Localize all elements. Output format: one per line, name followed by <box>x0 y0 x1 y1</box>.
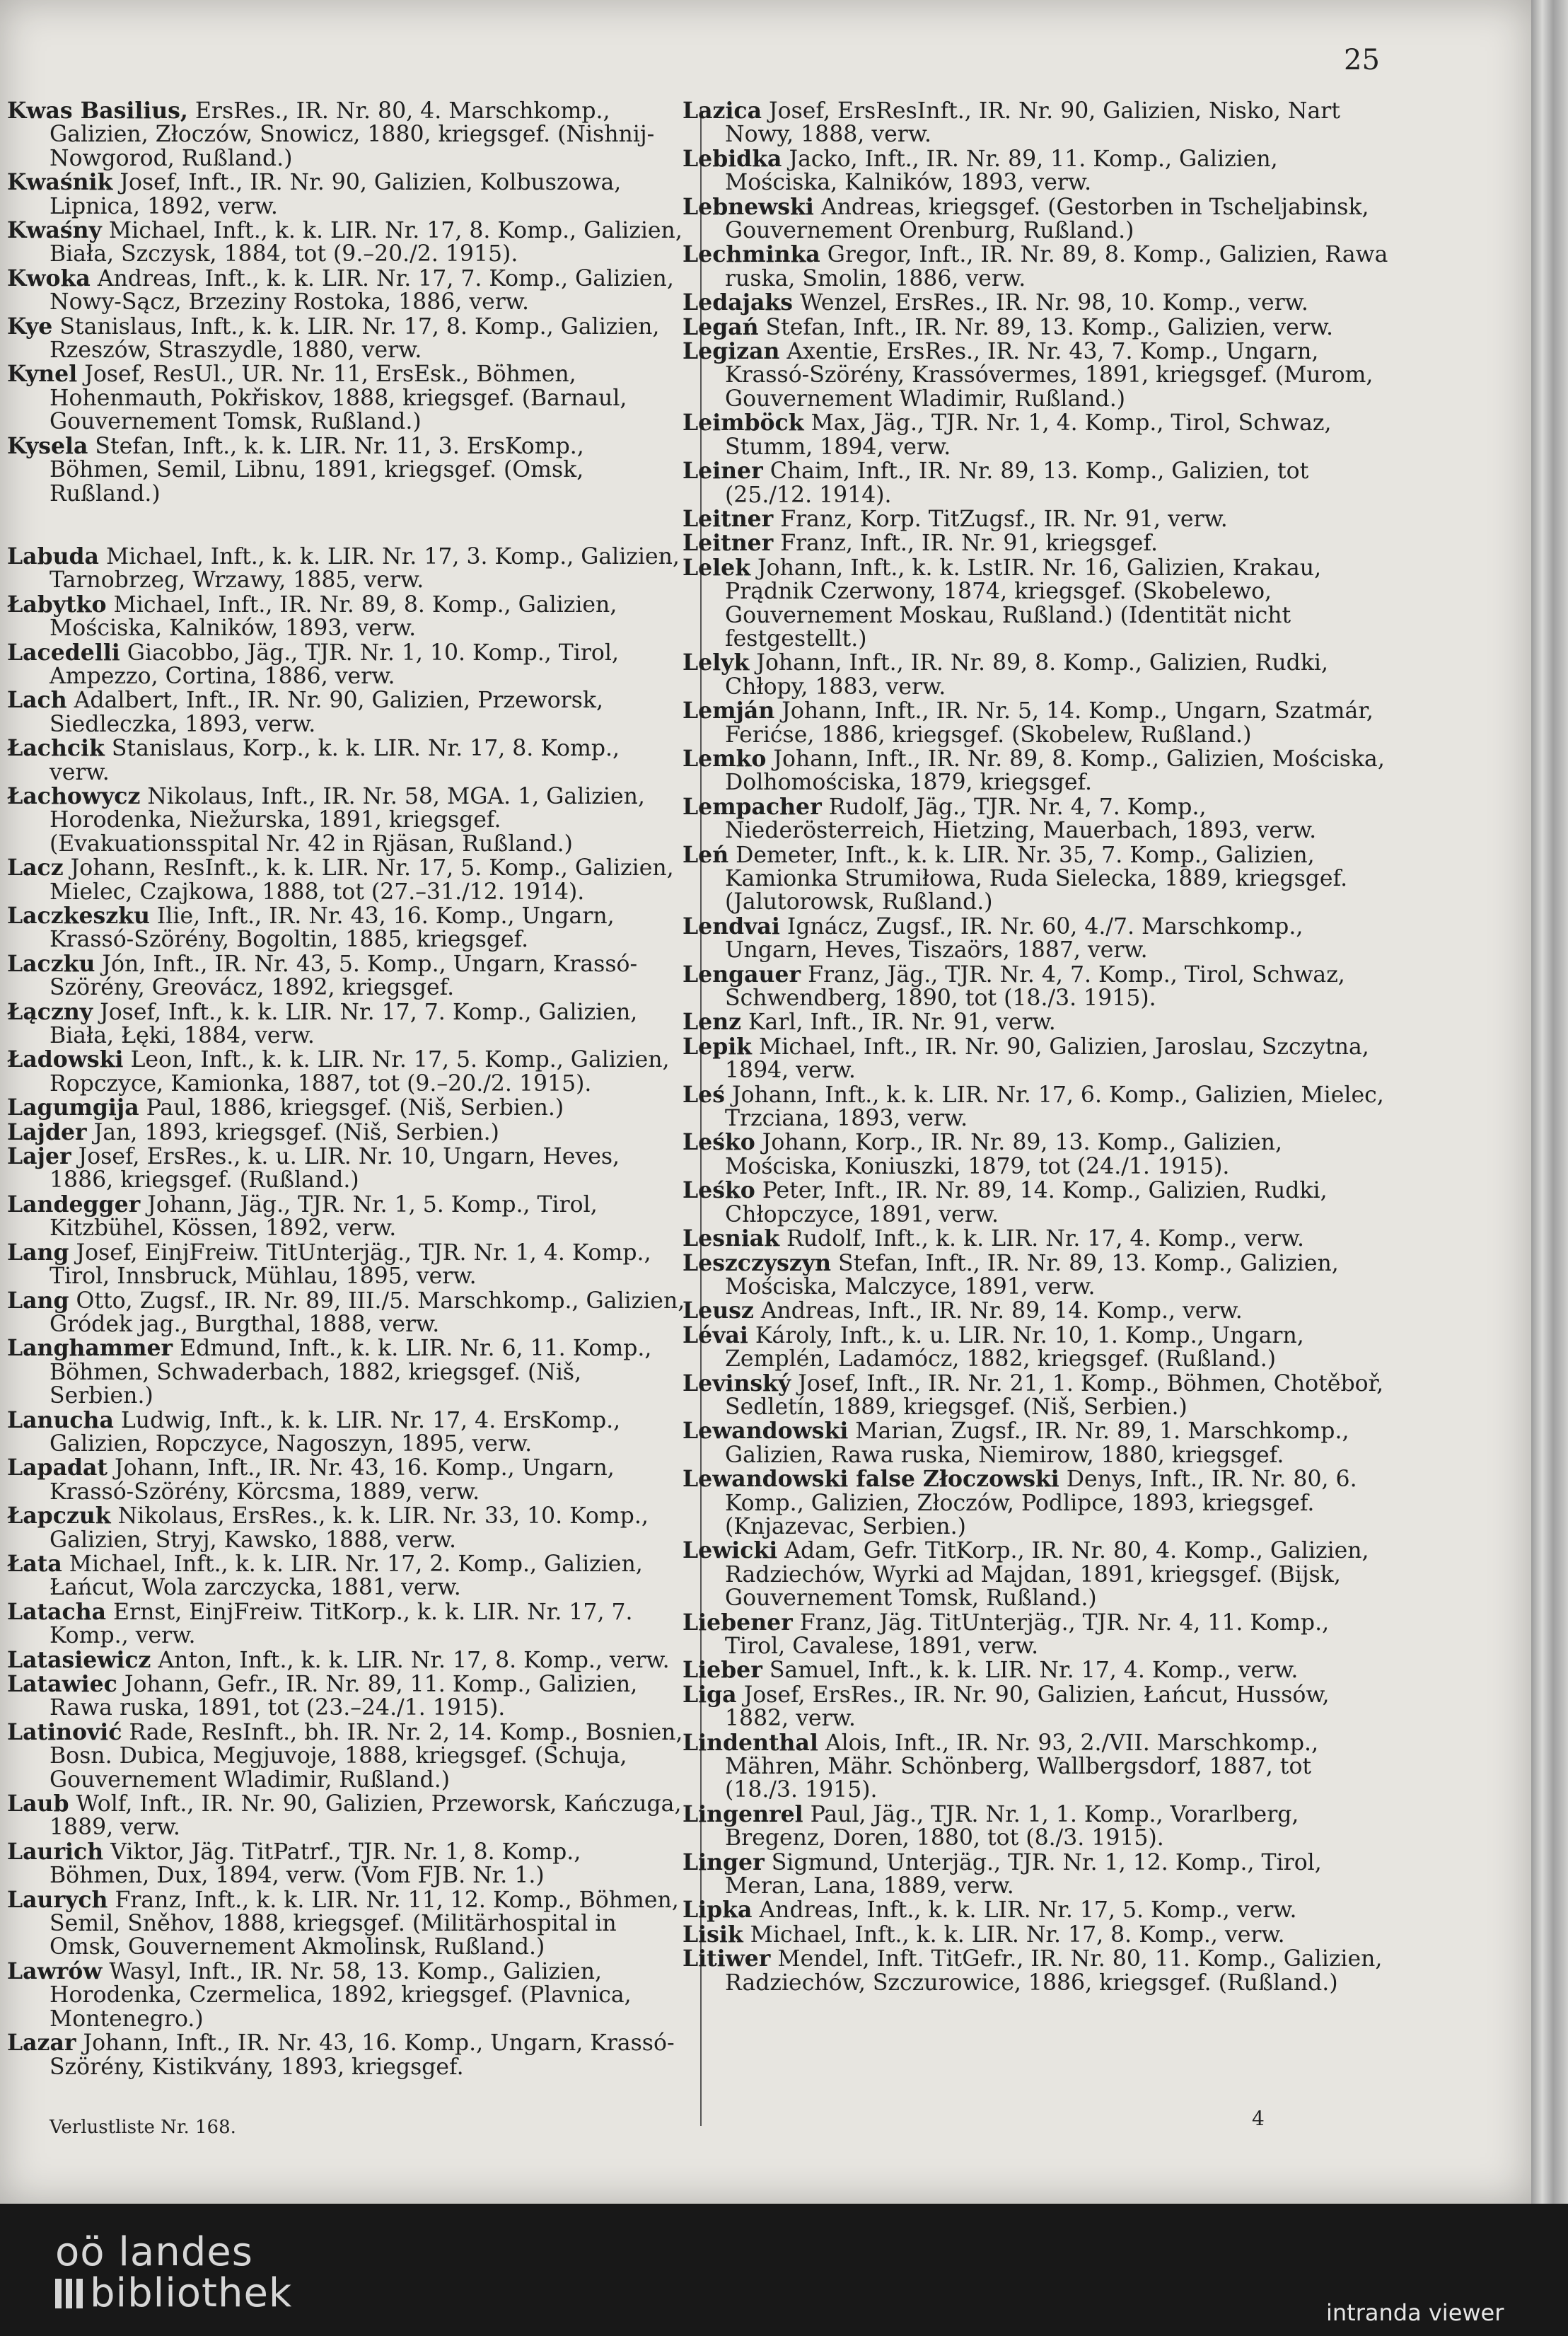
entry-details: Axentie, ErsRes., IR. Nr. 43, 7. Komp., Ungarn, Krassó-Szörény, Krassóvermes, 1891, kriegsgef. (Murom, Gouvernement Wladimir, Rußland.) <box>725 339 1374 412</box>
entry-details: Michael, Inft., k. k. LIR. Nr. 17, 8. Komp., verw. <box>743 1921 1285 1948</box>
list-entry <box>7 904 686 952</box>
entry-details: Josef, EinjFreiw. TitUnterjäg., TJR. Nr. 1, 4. Komp., Tirol, Innsbruck, Mühlau, 1895, verw. <box>50 1239 651 1290</box>
entry-details: Josef, ResUl., UR. Nr. 11, ErsEsk., Böhmen, Hohenmauth, Pokřiskov, 1888, kriegsgef. (Barnaul, Gouvernement Tomsk, Rußland.) <box>50 362 627 435</box>
entry-details: Sigmund, Unterjäg., TJR. Nr. 1, 12. Komp., Tirol, Meran, Lana, 1889, verw. <box>725 1849 1322 1900</box>
entry-surname: Leń <box>683 841 729 868</box>
list-entry <box>7 170 686 219</box>
list-entry <box>7 1456 686 1504</box>
signature-mark: 4 <box>1252 2107 1265 2130</box>
entry-surname: Łabytko <box>7 591 107 618</box>
entry-surname: Lepik <box>683 1033 753 1060</box>
entry-surname: Laurych <box>7 1886 108 1913</box>
entry-details: Josef, ErsRes., k. u. LIR. Nr. 10, Ungarn, Heves, 1886, kriegsgef. (Rußland.) <box>50 1144 620 1193</box>
entry-details: Wenzel, ErsRes., IR. Nr. 98, 10. Komp., verw. <box>793 290 1308 316</box>
list-entry <box>683 1131 1390 1179</box>
list-entry <box>683 195 1390 243</box>
list-entry <box>7 1048 686 1096</box>
logo-line-2: bibliothek <box>90 2270 293 2316</box>
entry-details: Paul, Jäg., TJR. Nr. 1, 1. Komp., Vorarlberg, Bregenz, Doren, 1880, tot (8./3. 1915). <box>725 1801 1299 1851</box>
list-entry <box>7 1118 686 1145</box>
entry-details: Johann, Korp., IR. Nr. 89, 13. Komp., Galizien, Mościska, Koniuszki, 1879, tot (24./1. 1915). <box>725 1130 1282 1179</box>
list-entry <box>7 641 686 689</box>
entry-surname: Lengauer <box>683 961 801 988</box>
entry-surname: Lelek <box>683 554 751 581</box>
entry-surname: Kwaśny <box>7 217 102 244</box>
entry-surname: Lingenrel <box>683 1800 803 1827</box>
list-entry <box>7 1241 686 1289</box>
list-entry <box>683 243 1390 291</box>
list-entry <box>7 545 686 593</box>
entry-details: Leon, Inft., k. k. LIR. Nr. 17, 5. Komp., Galizien, Ropczyce, Kamionka, 1887, tot (9.–20./2. 1915). <box>50 1047 670 1097</box>
list-entry <box>683 1083 1390 1131</box>
entry-details: Josef, ErsResInft., IR. Nr. 90, Galizien, Nisko, Nart Nowy, 1888, verw. <box>725 98 1340 148</box>
list-entry <box>7 2031 686 2079</box>
entry-details: Jan, 1893, kriegsgef. (Niš, Serbien.) <box>86 1119 499 1145</box>
entry-details: Johann, Inft., k. k. LstIR. Nr. 16, Galizien, Krakau, Prądnik Czerwony, 1874, kriegsgef. (Skobelewo, Gouvernement Moskau, Rußland.) (Identität nicht festgestellt.) <box>725 555 1322 652</box>
entry-details: Max, Jäg., TJR. Nr. 1, 4. Komp., Tirol, Schwaz, Stumm, 1894, verw. <box>725 410 1332 460</box>
list-entry <box>7 1718 686 1793</box>
entry-surname: Leś <box>683 1081 725 1108</box>
list-entry <box>7 1096 686 1120</box>
list-entry <box>683 1251 1390 1300</box>
entry-details: Rade, ResInft., bh. IR. Nr. 2, 14. Komp., Bosnien, Bosn. Dubica, Megjuvoje, 1888, kriegsgef. (Schuja, Gouvernement Wladimir, Rußland.) <box>50 1719 683 1793</box>
entry-surname: Lewandowski <box>683 1418 849 1445</box>
right-column <box>683 99 1390 1995</box>
list-entry <box>683 340 1390 411</box>
entry-details: Ilie, Inft., IR. Nr. 43, 16. Komp., Ungarn, Krassó-Szörény, Bogoltin, 1885, kriegsgef. <box>50 903 615 953</box>
list-entry <box>7 1888 686 1960</box>
list-entry <box>683 99 1390 147</box>
entry-details: Otto, Zugsf., IR. Nr. 89, III./5. Marschkomp., Galizien, Gródek jag., Burgthal, 1888, verw. <box>50 1288 685 1337</box>
entry-details: Franz, Jäg. TitUnterjäg., TJR. Nr. 4, 11. Komp., Tirol, Cavalese, 1891, verw. <box>725 1609 1330 1659</box>
entry-details: Anton, Inft., k. k. LIR. Nr. 17, 8. Komp., verw. <box>151 1647 670 1673</box>
list-entry <box>7 856 686 904</box>
list-entry <box>683 1851 1390 1899</box>
entry-details: Rudolf, Inft., k. k. LIR. Nr. 17, 4. Komp., verw. <box>779 1226 1305 1252</box>
entry-details: Chaim, Inft., IR. Nr. 89, 13. Komp., Galizien, tot (25./12. 1914). <box>725 458 1309 508</box>
list-entry <box>683 1947 1390 1995</box>
list-entry <box>7 1336 686 1408</box>
list-entry <box>7 1600 686 1648</box>
entry-details: Michael, Inft., IR. Nr. 89, 8. Komp., Galizien, Mościska, Kalników, 1893, verw. <box>50 591 617 642</box>
entry-surname: Lendvai <box>683 913 780 939</box>
list-entry <box>683 1372 1390 1420</box>
list-entry <box>683 1227 1390 1251</box>
entry-surname: Kynel <box>7 361 78 388</box>
entry-surname: Lazica <box>683 98 762 124</box>
entry-details: Stanislaus, Inft., k. k. LIR. Nr. 17, 8. Komp., Galizien, Rzeszów, Straszydle, 1880, verw. <box>50 313 660 364</box>
entry-surname: Łachcik <box>7 735 105 762</box>
entry-surname: Lindenthal <box>683 1729 818 1756</box>
entry-surname: Leśko <box>683 1177 755 1204</box>
entry-surname: Lapadat <box>7 1455 108 1481</box>
entry-surname: Latacha <box>7 1598 107 1625</box>
page-number: 25 <box>1344 44 1380 76</box>
entry-surname: Lagumgija <box>7 1094 139 1121</box>
entry-details: Franz, Inft., IR. Nr. 91, kriegsgef. <box>773 531 1158 557</box>
book-page-edge <box>1531 0 1568 2204</box>
entry-details: Michael, Inft., IR. Nr. 90, Galizien, Jaroslau, Szczytna, 1894, verw. <box>725 1034 1369 1084</box>
entry-details: Johann, Inft., k. k. LIR. Nr. 17, 6. Komp., Galizien, Mielec, Trzciana, 1893, verw. <box>724 1082 1384 1132</box>
list-entry <box>683 1179 1390 1227</box>
entry-surname: Linger <box>683 1849 765 1875</box>
list-entry <box>7 688 686 736</box>
entry-details: Ernst, EinjFreiw. TitKorp., k. k. LIR. Nr. 17, 7. Komp., verw. <box>50 1599 633 1649</box>
entry-details: Johann, Inft., IR. Nr. 43, 16. Komp., Ungarn, Krassó-Szörény, Körcsma, 1889, verw. <box>50 1455 615 1505</box>
entry-surname: Liebener <box>683 1609 793 1636</box>
entry-details: Andreas, kriegsgef. (Gestorben in Tscheljabinsk, Gouvernement Orenburg, Rußland.) <box>725 194 1369 244</box>
entry-details: Andreas, Inft., IR. Nr. 89, 14. Komp., verw. <box>753 1298 1243 1324</box>
list-entry <box>7 1193 686 1241</box>
list-entry <box>7 267 686 315</box>
entry-details: Johann, Inft., IR. Nr. 5, 14. Komp., Ungarn, Szatmár, Ferićse, 1886, kriegsgef. (Skobelew, Rußland.) <box>725 698 1374 748</box>
entry-details: Johann, Inft., IR. Nr. 89, 8. Komp., Galizien, Mościska, Dolhomościska, 1879, kriegsgef. <box>725 746 1385 796</box>
entry-surname: Kye <box>7 313 53 340</box>
entry-details: Giacobbo, Jäg., TJR. Nr. 1, 10. Komp., Tirol, Ampezzo, Cortina, 1886, verw. <box>50 640 619 689</box>
list-entry <box>7 1648 686 1672</box>
list-entry <box>683 1658 1390 1682</box>
entry-details: Josef, Inft., k. k. LIR. Nr. 17, 7. Komp., Galizien, Biała, Łęki, 1884, verw. <box>50 999 638 1049</box>
entry-details: Andreas, Inft., k. k. LIR. Nr. 17, 7. Komp., Galizien, Nowy-Sącz, Brzeziny Rostoka, 1886, verw. <box>50 265 674 316</box>
entry-details: Stefan, Inft., k. k. LIR. Nr. 11, 3. ErsKomp., Böhmen, Semil, Libnu, 1891, kriegsgef. (Omsk, Rußland.) <box>50 433 584 507</box>
entry-details: Adalbert, Inft., IR. Nr. 90, Galizien, Przeworsk, Siedleczka, 1893, verw. <box>50 688 604 737</box>
entry-surname: Kwaśnik <box>7 169 113 196</box>
list-entry <box>683 1731 1390 1803</box>
list-entry <box>683 531 1390 555</box>
entry-surname: Łata <box>7 1550 62 1577</box>
list-entry <box>683 1611 1390 1659</box>
list-entry <box>683 963 1390 1011</box>
list-entry <box>7 1145 686 1193</box>
entry-surname: Legizan <box>683 338 780 365</box>
entry-surname: Łączny <box>7 998 93 1025</box>
entry-surname: Landegger <box>7 1191 141 1218</box>
entry-surname: Litiwer <box>683 1945 771 1972</box>
list-entry <box>683 1923 1390 1947</box>
list-entry <box>683 556 1390 652</box>
entry-surname: Lenz <box>683 1009 741 1036</box>
entry-surname: Kwoka <box>7 265 91 291</box>
entry-details: Nikolaus, ErsRes., k. k. LIR. Nr. 33, 10. Komp., Galizien, Stryj, Kawsko, 1888, verw. <box>50 1503 649 1553</box>
entry-details: Demeter, Inft., k. k. LIR. Nr. 35, 7. Komp., Galizien, Kamionka Strumiłowa, Ruda Sielecka, 1889, kriegsgef. (Jalutorowsk, Rußland.) <box>725 842 1348 915</box>
entry-details: Nikolaus, Inft., IR. Nr. 58, MGA. 1, Galizien, Horodenka, Niežurska, 1891, kriegsgef. (Evakuationsspital Nr. 42 in Rjäsan, Rußland.) <box>50 783 645 857</box>
entry-details: Josef, Inft., IR. Nr. 90, Galizien, Kolbuszowa, Lipnica, 1892, verw. <box>50 170 622 219</box>
entry-details: Stefan, Inft., IR. Nr. 89, 13. Komp., Galizien, Mościska, Malczyce, 1891, verw. <box>725 1250 1339 1300</box>
list-entry <box>683 1419 1390 1467</box>
entry-details: Ignácz, Zugsf., IR. Nr. 60, 4./7. Marschkomp., Ungarn, Heves, Tiszaörs, 1887, verw. <box>725 913 1303 964</box>
entry-details: Jacko, Inft., IR. Nr. 89, 11. Komp., Galizien, Mościska, Kalników, 1893, verw. <box>725 146 1278 196</box>
entry-details: Michael, Inft., k. k. LIR. Nr. 17, 8. Komp., Galizien, Biała, Szczysk, 1884, tot (9.–20./2. 1915). <box>50 218 683 267</box>
entry-surname: Laczku <box>7 950 95 977</box>
logo-line-1: oö landes <box>55 2229 253 2275</box>
entry-surname: Levinský <box>683 1370 791 1397</box>
entry-surname: Latasiewicz <box>7 1646 151 1673</box>
entry-details: Jón, Inft., IR. Nr. 43, 5. Komp., Ungarn, Krassó-Szörény, Greovácz, 1892, kriegsgef. <box>50 951 638 1001</box>
entry-details: Gregor, Inft., IR. Nr. 89, 8. Komp., Galizien, Rawa ruska, Smolin, 1886, verw. <box>725 242 1388 291</box>
list-entry <box>7 434 686 506</box>
entry-surname: Lazar <box>7 2030 76 2057</box>
list-entry <box>7 593 686 641</box>
entry-surname: Lelyk <box>683 649 750 676</box>
left-column <box>7 99 686 2079</box>
entry-surname: Lawrów <box>7 1958 103 1984</box>
entry-surname: Łachowycz <box>7 782 141 809</box>
entry-details: Mendel, Inft. TitGefr., IR. Nr. 80, 11. Komp., Galizien, Radziechów, Szczurowice, 1886, kriegsgef. (Rußland.) <box>725 1946 1383 1996</box>
entry-details: Josef, ErsRes., IR. Nr. 90, Galizien, Łańcut, Hussów, 1882, verw. <box>725 1682 1330 1732</box>
list-entry <box>683 1467 1390 1539</box>
list-entry <box>683 1898 1390 1922</box>
entry-surname: Latinović <box>7 1718 122 1745</box>
entry-surname: Leszczyszyn <box>683 1249 832 1276</box>
entry-details: Stefan, Inft., IR. Nr. 89, 13. Komp., Galizien, verw. <box>758 314 1334 340</box>
list-entry <box>683 747 1390 795</box>
list-entry <box>7 362 686 434</box>
entry-surname: Lechminka <box>683 241 820 268</box>
list-entry <box>683 843 1390 915</box>
list-entry <box>7 1504 686 1552</box>
entry-surname: Lipka <box>683 1897 753 1924</box>
entry-details: Viktor, Jäg. TitPatrf., TJR. Nr. 1, 8. Komp., Böhmen, Dux, 1894, verw. (Vom FJB. Nr. 1.) <box>50 1839 581 1889</box>
list-entry <box>7 1960 686 2031</box>
entry-surname: Laub <box>7 1791 69 1817</box>
entry-surname: Leusz <box>683 1297 754 1324</box>
list-entry <box>683 313 1390 340</box>
list-entry <box>683 1324 1390 1372</box>
entry-surname: Legań <box>683 313 759 340</box>
entry-details: Samuel, Inft., k. k. LIR. Nr. 17, 4. Komp., verw. <box>762 1658 1299 1684</box>
entry-details: Wasyl, Inft., IR. Nr. 58, 13. Komp., Galizien, Horodenka, Czermelica, 1892, kriegsgef. (Plavnica, Montenegro.) <box>50 1958 632 2032</box>
list-entry <box>7 219 686 267</box>
entry-surname: Lacz <box>7 855 64 881</box>
entry-details: Marian, Zugsf., IR. Nr. 89, 1. Marschkomp., Galizien, Rawa ruska, Niemirow, 1880, kriegsgef. <box>725 1418 1349 1468</box>
entry-surname: Lang <box>7 1239 69 1266</box>
entry-details: Franz, Jäg., TJR. Nr. 4, 7. Komp., Tirol, Schwaz, Schwendberg, 1890, tot (18./3. 1915). <box>725 961 1345 1012</box>
entry-surname: Lévai <box>683 1322 748 1348</box>
entry-surname: Ładowski <box>7 1046 124 1073</box>
list-entry <box>683 291 1390 315</box>
entry-details: Michael, Inft., k. k. LIR. Nr. 17, 2. Komp., Galizien, Łańcut, Wola zarczycka, 1881, verw. <box>50 1551 643 1601</box>
entry-surname: Ledajaks <box>683 289 793 316</box>
entry-surname: Leitner <box>683 505 774 532</box>
entry-surname: Lesniak <box>683 1225 780 1252</box>
list-number-footer: Verlustliste Nr. 168. <box>50 2117 236 2138</box>
entry-details: Michael, Inft., k. k. LIR. Nr. 17, 3. Komp., Galizien, Tarnobrzeg, Wrzawy, 1885, verw. <box>50 543 680 594</box>
list-entry <box>683 147 1390 195</box>
entry-details: Paul, 1886, kriegsgef. (Niš, Serbien.) <box>139 1095 564 1121</box>
entry-details: Ludwig, Inft., k. k. LIR. Nr. 17, 4. ErsKomp., Galizien, Ropczyce, Nagoszyn, 1895, verw. <box>50 1407 621 1457</box>
entry-details: ErsRes., IR. Nr. 80, 4. Marschkomp., Galizien, Złoczów, Snowicz, 1880, kriegsgef. (Nishnij-Nowgorod, Rußland.) <box>50 98 655 171</box>
entry-surname: Lajder <box>7 1118 87 1145</box>
entry-details: Franz, Korp. TitZugsf., IR. Nr. 91, verw. <box>773 506 1228 532</box>
entry-surname: Lach <box>7 687 67 714</box>
entry-surname: Kwas Basilius, <box>7 98 188 124</box>
entry-surname: Lewandowski false Złoczowski <box>683 1466 1059 1493</box>
entry-details: Johann, Inft., IR. Nr. 43, 16. Komp., Ungarn, Krassó-Szörény, Kistikvány, 1893, kriegsgef. <box>50 2030 675 2080</box>
entry-surname: Lisik <box>683 1921 743 1948</box>
list-entry <box>7 1792 686 1840</box>
list-entry <box>683 699 1390 747</box>
entry-surname: Lemko <box>683 745 767 772</box>
entry-details: Johann, Jäg., TJR. Nr. 1, 5. Komp., Tirol, Kitzbühel, Kössen, 1892, verw. <box>50 1191 598 1242</box>
entry-surname: Lang <box>7 1287 69 1314</box>
entry-details: Károly, Inft., k. u. LIR. Nr. 10, 1. Komp., Ungarn, Zemplén, Ladamócz, 1882, kriegsgef. (Rußland.) <box>725 1322 1304 1372</box>
entry-details: Alois, Inft., IR. Nr. 93, 2./VII. Marschkomp., Mähren, Mähr. Schönberg, Wallbergsdorf, 1887, tot (18./3. 1915). <box>725 1730 1319 1803</box>
entry-surname: Lewicki <box>683 1537 778 1564</box>
viewer-label[interactable]: intranda viewer <box>1326 2299 1504 2326</box>
list-entry <box>7 1840 686 1888</box>
logo-bars-icon <box>55 2279 83 2308</box>
list-entry <box>683 795 1390 843</box>
list-entry <box>7 1552 686 1600</box>
entry-surname: Lemján <box>683 698 775 724</box>
list-entry <box>7 1672 686 1721</box>
entry-details: Peter, Inft., IR. Nr. 89, 14. Komp., Galizien, Rudki, Chłopczyce, 1891, verw. <box>725 1178 1328 1227</box>
entry-surname: Liga <box>683 1681 737 1708</box>
list-entry <box>7 1289 686 1337</box>
entry-surname: Lebnewski <box>683 193 814 220</box>
entry-surname: Lacedelli <box>7 639 120 666</box>
entry-details: Rudolf, Jäg., TJR. Nr. 4, 7. Komp., Niederösterreich, Hietzing, Mauerbach, 1893, verw. <box>725 794 1317 844</box>
list-entry <box>683 651 1390 699</box>
entry-surname: Łapczuk <box>7 1503 111 1530</box>
entry-details: Franz, Inft., k. k. LIR. Nr. 11, 12. Komp., Böhmen, Semil, Sněhov, 1888, kriegsgef. (Militärhospital in Omsk, Gouvernement Akmolinsk, Rußland.) <box>50 1887 679 1960</box>
list-entry <box>7 315 686 363</box>
entry-surname: Leiner <box>683 458 763 485</box>
list-entry <box>7 1406 686 1457</box>
list-entry <box>683 459 1390 507</box>
entry-surname: Laurich <box>7 1838 104 1865</box>
entry-details: Edmund, Inft., k. k. LIR. Nr. 6, 11. Komp., Böhmen, Schwaderbach, 1882, kriegsgef. (Niš, Serbien.) <box>50 1336 652 1409</box>
list-entry <box>683 507 1390 531</box>
entry-surname: Kysela <box>7 432 88 459</box>
entry-surname: Lanucha <box>7 1406 114 1433</box>
list-entry <box>683 915 1390 963</box>
entry-details: Andreas, Inft., k. k. LIR. Nr. 17, 5. Komp., verw. <box>752 1897 1297 1924</box>
entry-details: Wolf, Inft., IR. Nr. 90, Galizien, Przeworsk, Kańczuga, 1889, verw. <box>50 1791 682 1841</box>
list-entry <box>683 1010 1390 1034</box>
entry-surname: Lempacher <box>683 793 822 820</box>
list-entry <box>683 1299 1390 1323</box>
entry-details: Stanislaus, Korp., k. k. LIR. Nr. 17, 8. Komp., verw. <box>50 736 620 785</box>
list-entry <box>683 411 1390 459</box>
list-entry <box>7 952 686 1000</box>
entry-surname: Langhammer <box>7 1335 173 1362</box>
entry-details: Johann, ResInft., k. k. LIR. Nr. 17, 5. Komp., Galizien, Mielec, Czajkowa, 1888, tot (27.–31./12. 1914). <box>50 855 674 905</box>
entry-surname: Lieber <box>683 1657 762 1684</box>
entry-details: Karl, Inft., IR. Nr. 91, verw. <box>741 1010 1056 1036</box>
entry-surname: Latawiec <box>7 1671 117 1697</box>
entry-surname: Leśko <box>683 1129 755 1156</box>
list-entry <box>7 1000 686 1048</box>
list-entry <box>683 1539 1390 1610</box>
entry-surname: Lebidka <box>683 145 782 172</box>
entry-surname: Leimböck <box>683 410 804 436</box>
list-entry <box>683 1035 1390 1083</box>
list-entry <box>7 782 686 857</box>
entry-surname: Lajer <box>7 1143 71 1170</box>
list-entry <box>7 99 686 170</box>
library-logo[interactable] <box>55 2229 293 2316</box>
list-entry <box>683 1683 1390 1731</box>
entry-surname: Leitner <box>683 530 774 557</box>
entry-surname: Laczkeszku <box>7 903 150 929</box>
entry-details: Denys, Inft., IR. Nr. 80, 6. Komp., Galizien, Złoczów, Podlipce, 1893, kriegsgef. (Knjazevac, Serbien.) <box>725 1467 1357 1539</box>
logo-line-2-row <box>55 2270 293 2316</box>
list-entry <box>7 736 686 785</box>
entry-details: Adam, Gefr. TitKorp., IR. Nr. 80, 4. Komp., Galizien, Radziechów, Wyrki ad Majdan, 1891, kriegsgef. (Bijsk, Gouvernement Tomsk, Rußland.) <box>725 1538 1369 1612</box>
entry-surname: Labuda <box>7 543 99 569</box>
entry-details: Johann, Gefr., IR. Nr. 89, 11. Komp., Galizien, Rawa ruska, 1891, tot (23.–24./1. 1915). <box>50 1672 638 1721</box>
entry-details: Josef, Inft., IR. Nr. 21, 1. Komp., Böhmen, Chotěboř, Sedletín, 1889, kriegsgef. (Niš, Serbien.) <box>725 1370 1384 1420</box>
list-entry <box>683 1800 1390 1851</box>
entry-details: Johann, Inft., IR. Nr. 89, 8. Komp., Galizien, Rudki, Chłopy, 1883, verw. <box>725 650 1328 700</box>
